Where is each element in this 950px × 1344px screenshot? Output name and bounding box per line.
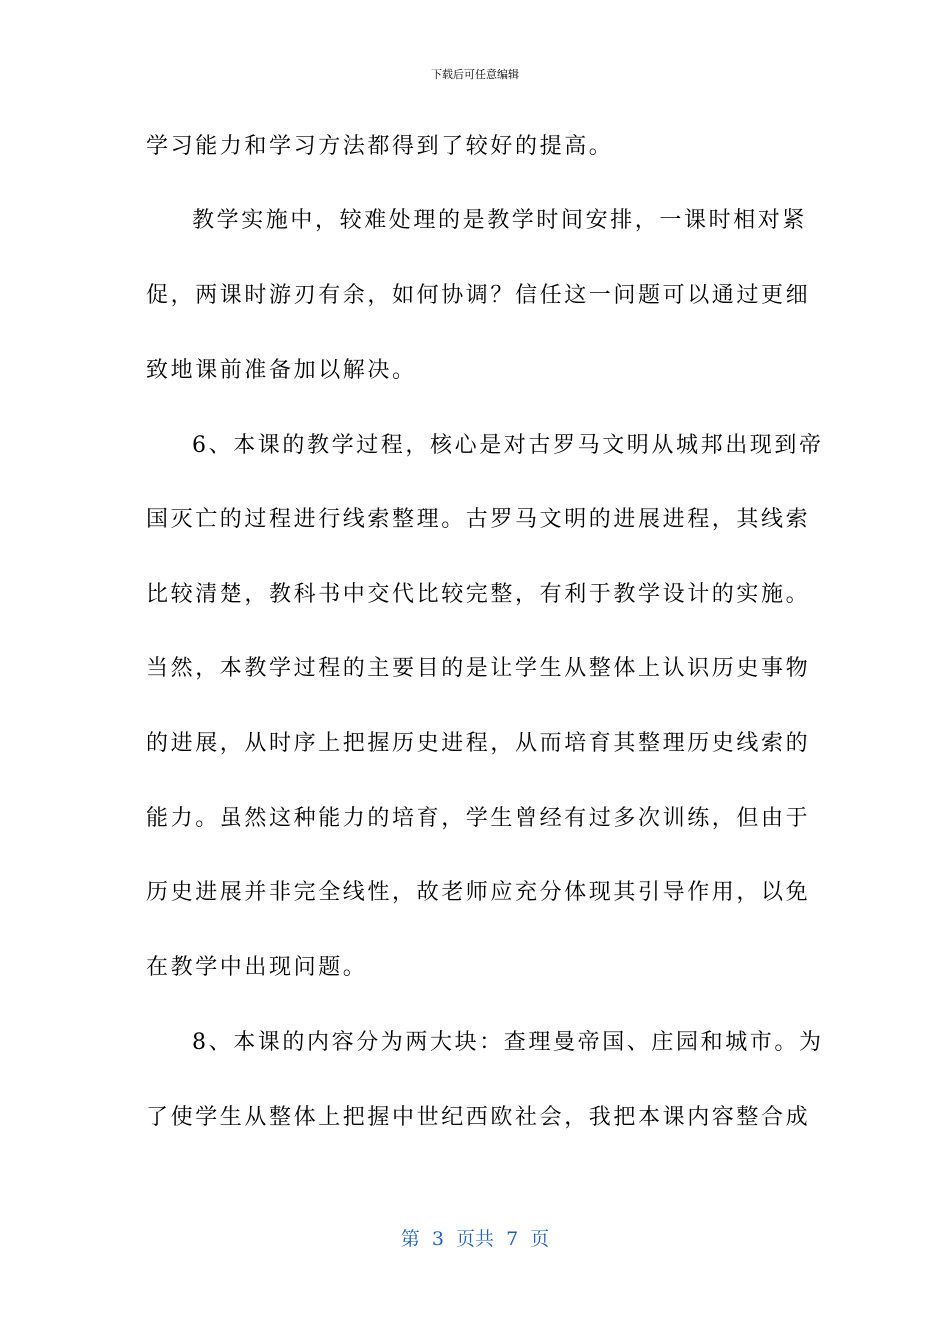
text-line: 促，两课时游刃有余，如何协调？信任这一问题可以通过更细 bbox=[146, 283, 811, 308]
text-line: 教学实施中，较难处理的是教学时间安排，一课时相对紧 bbox=[192, 208, 808, 233]
text-line: 致地课前准备加以解决。 bbox=[146, 358, 417, 383]
text-line: 在教学中出现问题。 bbox=[146, 955, 368, 980]
text-line: 能力。虽然这种能力的培育，学生曾经有过多次训练，但由于 bbox=[146, 806, 811, 831]
text-line: 6、本课的教学过程，核心是对古罗马文明从城邦出现到帝 bbox=[192, 433, 824, 458]
page-header: 下载后可任意编辑 bbox=[431, 68, 519, 81]
text-line: 历史进展并非完全线性，故老师应充分体现其引导作用，以免 bbox=[146, 880, 811, 905]
text-line: 比较清楚，教科书中交代比较完整，有利于教学设计的实施。 bbox=[146, 582, 811, 607]
text-line: 学习能力和学习方法都得到了较好的提高。 bbox=[146, 134, 614, 159]
text-line: 了使学生从整体上把握中世纪西欧社会，我把本课内容整合成 bbox=[146, 1105, 811, 1130]
page-number-footer: 第 3 页共 7 页 bbox=[400, 1228, 550, 1250]
text-line: 8、本课的内容分为两大块：查理曼帝国、庄园和城市。为 bbox=[192, 1030, 824, 1055]
text-line: 国灭亡的过程进行线索整理。古罗马文明的进展进程，其线索 bbox=[146, 507, 811, 532]
text-line: 的进展，从时序上把握历史进程，从而培育其整理历史线索的 bbox=[146, 731, 811, 756]
text-line: 当然，本教学过程的主要目的是让学生从整体上认识历史事物 bbox=[146, 656, 811, 681]
